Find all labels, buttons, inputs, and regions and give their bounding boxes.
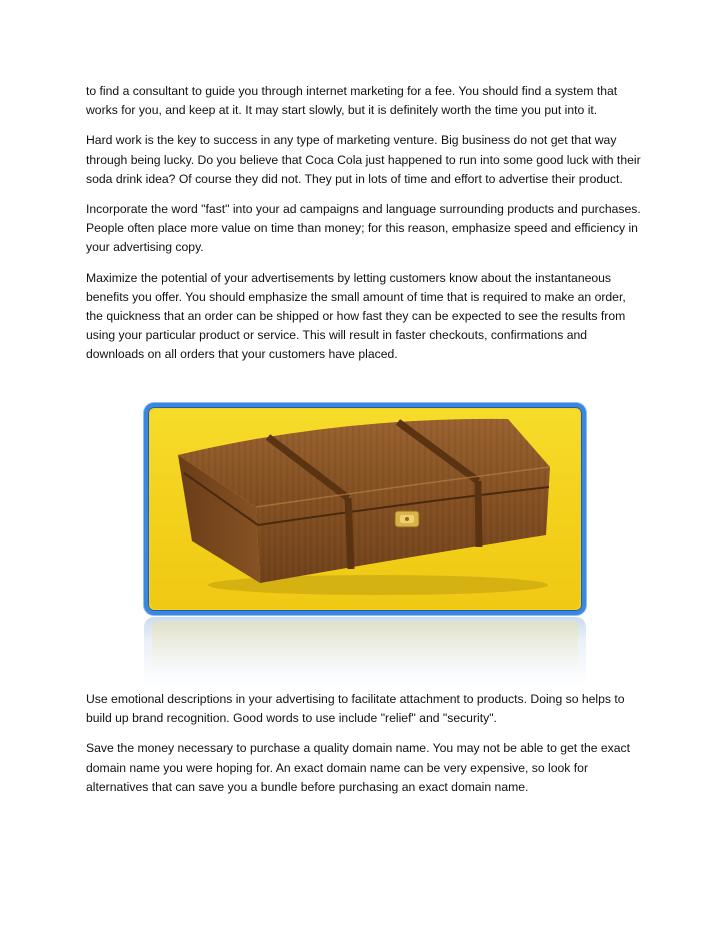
chest-figure <box>144 403 586 615</box>
image-reflection <box>144 617 586 687</box>
chest-strap-front-right <box>478 481 479 547</box>
chest-clasp <box>395 511 419 527</box>
top-text-section <box>86 82 642 376</box>
wooden-chest-image <box>148 407 582 611</box>
image-frame <box>144 403 586 615</box>
paragraph-fast: Incorporate the word "fast" into your ad campaigns and language surrounding products and purchases. People often place more value on time than money; for this reason, emphasize speed and efficiency in your advertising copy. <box>86 202 641 255</box>
paragraph-hard-work: Hard work is the key to success in any type of marketing venture. Big business do not get that way through being lucky. Do you believe that Coca Cola just happened to run into some good luck with their soda drink idea? Of course they did not. They put in lots of time and effort to advertise their product. <box>86 133 641 186</box>
paragraph-domain: Save the money necessary to purchase a quality domain name. You may not be able to get the exact domain name you were hoping for. An exact domain name can be very expensive, so look for alternatives that can save you a bundle before purchasing an exact domain name. <box>86 741 631 794</box>
bottom-text-section <box>86 690 642 808</box>
paragraph-maximize: Maximize the potential of your advertisements by letting customers know about the instantaneous benefits you offer. You should emphasize the small amount of time that is required to make an order, the quickness that an order can be shipped or how fast they can be expected to see the results from using your particular product or service. This will result in faster checkouts, confirmations and downloads on all orders that your customers have placed. <box>86 270 626 362</box>
chest-strap-front-left <box>348 498 351 569</box>
image-reflection-inner <box>152 621 578 671</box>
paragraph-emotional: Use emotional descriptions in your advertising to facilitate attachment to products. Doing so helps to build up brand recognition. Good words to use include "relief" and "security". <box>86 692 625 726</box>
paragraph-consultant: to find a consultant to guide you through internet marketing for a fee. You should find a system that works for you, and keep at it. It may start slowly, but it is definitely worth the time you put into it. <box>86 84 618 118</box>
